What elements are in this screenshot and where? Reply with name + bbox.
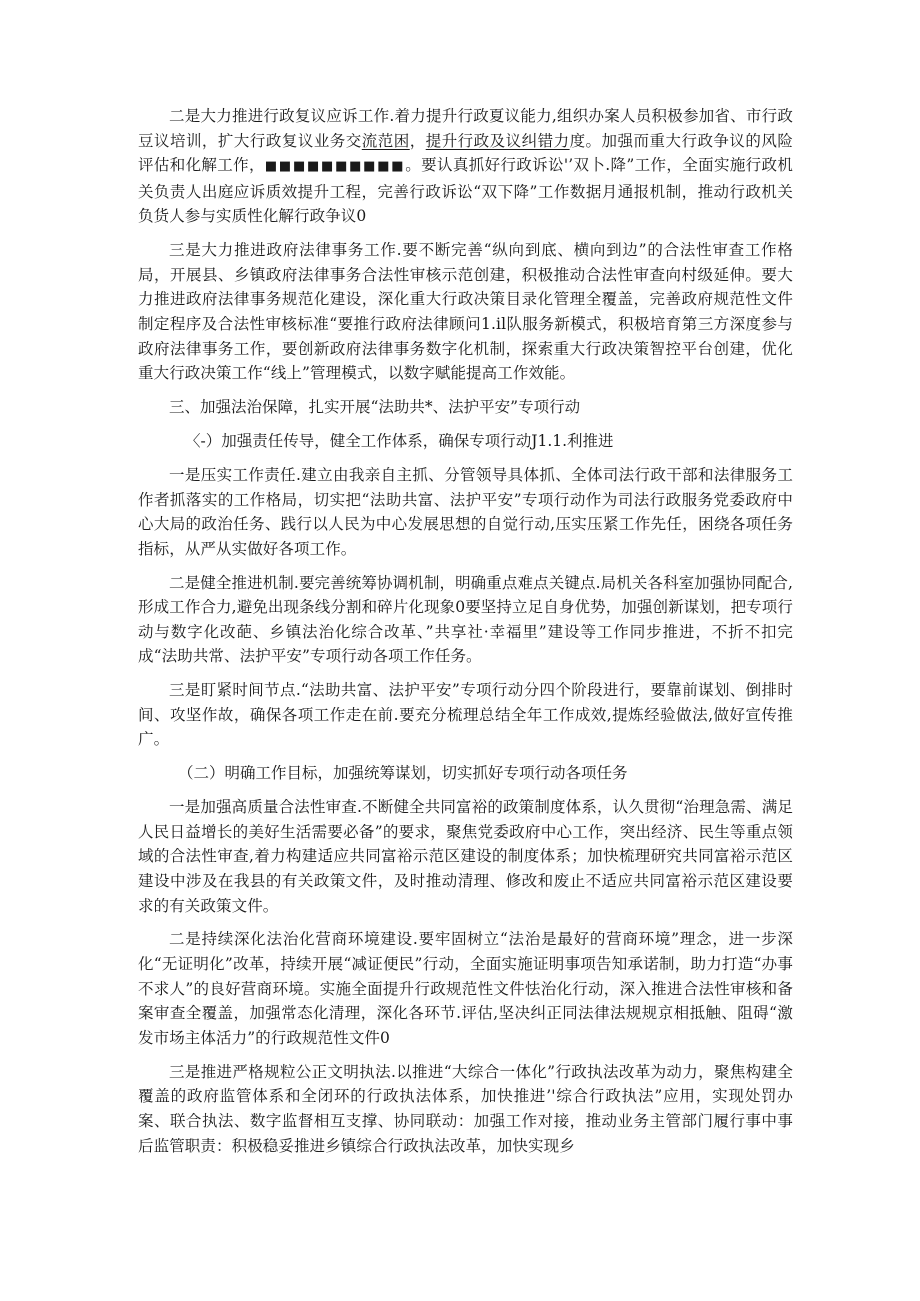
text-run: 。要认真抓好行政诉讼'’双卜.降”工作，全面实施行政机关负责人出庭应诉质效提升工程，完善行政诉讼“双下降”工作数据月通报机制，推动行政机关负货人参与实质性化解行政争议0 bbox=[138, 156, 793, 226]
paragraph-responsibility: 一是压实工作责任.建立由我亲自主抓、分管领导具体抓、全体司法行政干部和法律服务工作者抓落实的工作格局，切实把“法助共富、法护平安”专项行动作为司法行政服务党委政府中心大局的政治任务、践行以人民为中心发展思想的自觉行动,压实压紧工作先任，困绕各项任务指标，从严从实做好各项工作。 bbox=[138, 465, 793, 558]
paragraph-legal-affairs: 三是大力推进政府法律事务工作.要不断完善“纵向到底、横向到边”的合法性审查工作格局，开展县、乡镇政府法律事务合法性审核示范创建，积极推动合法性审查向村级延伸。要大力推进政府法律事务规范化建设，深化重大行政决策目录化管理全覆盖，完善政府规范性文件制定程序及合法性审核标准“要推行政府法律顾问1.il队服务新模式，积极培育第三方深度参与政府法律事务工作，要创新政府法律事务数字化机制，探索重大行政决策智控平台创建，优化重大行政决策工作“线上”管理模式，以数字赋能提高工作效能。 bbox=[138, 241, 793, 383]
underlined-text: 流范困 bbox=[361, 131, 410, 150]
paragraph-law-enforcement: 三是推进严格规粒公正文明执法.以推进“大综合一体化”行政执法改革为动力，聚焦构建全覆盖的政府监管体系和全闭环的行政执法体系，加快推进’'综合行政执法”应用，实现处罚办案、联合执法、数字监督相互支撑、协同联动：加强工作对接，推动业务主管部门履行事中事后监管职责：积极稳妥推进乡镇综合行政执法改革，加快实现乡 bbox=[138, 1062, 793, 1155]
text-run: ， bbox=[409, 131, 426, 150]
subsection-heading-2: （二）明确工作目标，加强统筹谋划，切实抓好专项行动各项任务 bbox=[178, 764, 628, 783]
section-heading-3: 三、加强法治保障，扎实开展“法助共*、法护平安”专项行动 bbox=[169, 398, 581, 417]
text-run: 二是大力推进行政复议应诉工作.着力提升行政夏议能力,组织办案人员积极参加省、市行政豆议培训，扩大行政复议业务交 bbox=[138, 107, 793, 150]
underlined-text: 提升行政及议纠错力 bbox=[425, 131, 570, 150]
document-body bbox=[138, 104, 793, 1167]
paragraph-legality-review: 一是加强高质量合法性审查.不断健全共同富裕的政策制度体系，认久贯彻“治理急需、满足人民日益增长的美好生活需要必备”的要求，聚焦党委政府中心工作，突出经济、民生等重点领域的合法性审查,着力构建适应共同富裕示范区建设的制度体系；加快梳理研究共同富裕示范区建设中涉及在我县的有关政策文件，及时推动清理、修改和废止不适应共同富裕示范区建设要求的有关政策文件。 bbox=[138, 798, 793, 915]
paragraph-administrative-review bbox=[138, 104, 793, 229]
paragraph-mechanism: 二是健全推进机制.要完善统筹协调机制，明确重点难点关键点.局机关各科室加强协同配合,形成工作合力,避免出现条线分割和碎片化现象0要坚持立足自身优势，加强创新谋划，把专项行动与数字化改葩、乡镇法治化综合改革、”共享社·幸福里”建设等工作同步推进，不折不扣完成“法助共常、法护平安”专项行动各项工作任务。 bbox=[138, 573, 793, 666]
subsection-heading-1: 〈-）加强责任传导，健全工作体系，确保专项行动J1.1.利推进 bbox=[185, 432, 614, 451]
paragraph-timeline: 三是盯紧时间节点.“法助共富、法护平安”专项行动分四个阶段进行，要靠前谋划、倒排时间、攻坚作故，确保各项工作走在前.要充分梳理总结全年工作成效,提炼经验做法,做好宣传推广。 bbox=[138, 681, 793, 749]
redacted-text: ■■■■■■■■■■ bbox=[264, 159, 406, 175]
text-run: 度。加强而重大行政争议的风险评估和化解工作， bbox=[138, 131, 793, 175]
paragraph-business-environment: 二是持续深化法治化营商环境建设.要牢固树立“法治是最好的营商环境”理念，进一步深化“无证明化”改革，持续开展“减证便民”行动，全面实施证明事项告知承诺制，助力打造“办事不求人”的良好营商环境。实施全面提升行政规范性文件怯治化行动，深入推进合法性审核和备案审查全覆盖，加强常态化清理，深化各环节.评估,坚决纠正同法律法规规京相抵触、阻碍“激发市场主体活力”的行政规范性文件0 bbox=[138, 930, 793, 1047]
